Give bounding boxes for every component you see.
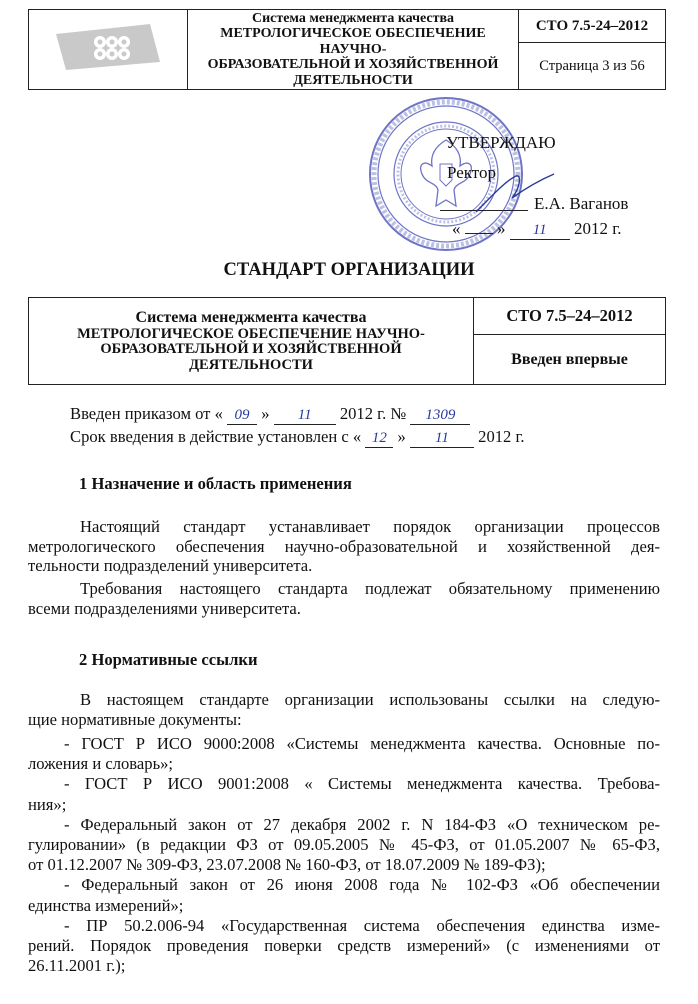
reference-line: ния»;: [28, 794, 67, 814]
standard-title-line3: ОБРАЗОВАТЕЛЬНОЙ И ХОЗЯЙСТВЕННОЙ: [100, 341, 402, 358]
university-logo-icon: [48, 22, 168, 72]
reference-line: - Федеральный закон от 27 декабря 2002 г. N 184-ФЗ «О техническом ре-: [64, 814, 660, 834]
references-list: [28, 734, 660, 976]
header-page-number: Страница 3 из 56: [519, 43, 666, 90]
standard-title-line1: Система менеджмента качества: [135, 308, 367, 326]
header-title-line2: МЕТРОЛОГИЧЕСКОЕ ОБЕСПЕЧЕНИЕ НАУЧНО-: [220, 26, 486, 57]
reference-line: единства измерений»;: [28, 895, 184, 915]
standard-box: [28, 297, 666, 385]
order-month: 11: [274, 407, 336, 425]
reference-line: от 01.12.2007 № 309-ФЗ, 23.07.2008 № 160-ФЗ, от 18.07.2009 № 189-ФЗ);: [28, 855, 546, 875]
approval-day-blank: [465, 216, 493, 234]
standard-title: [29, 298, 474, 385]
term-prefix: Срок введения в действие установлен с «: [70, 427, 362, 446]
standard-title-line4: ДЕЯТЕЛЬНОСТИ: [189, 356, 313, 373]
section1-paragraph1: [28, 517, 660, 576]
term-month: 11: [410, 430, 474, 448]
logo-cell: [29, 10, 188, 90]
standard-code: СТО 7.5–24–2012: [474, 298, 666, 335]
section1-p1-line1: Настоящий стандарт устанавливает порядок организации процессов: [80, 517, 660, 536]
top-header-table: [28, 9, 666, 90]
header-title: [188, 10, 519, 90]
section2-intro-line1: В настоящем стандарте организации использованы ссылки на следую-: [80, 690, 660, 709]
reference-item: [28, 815, 660, 876]
approval-date-open: «: [452, 219, 461, 238]
section1-p2-line2: всеми подразделениями университета.: [28, 598, 301, 618]
order-number: 1309: [410, 407, 470, 425]
section1-p1-line3: тельности подразделений университета.: [28, 556, 313, 575]
order-prefix: Введен приказом от «: [70, 404, 223, 423]
section1-p1-line2: метрологического обеспечения научно-образовательной и хозяйственной дея-: [28, 536, 660, 556]
section2-heading: 2 Нормативные ссылки: [79, 650, 258, 669]
reference-item: [28, 774, 660, 814]
term-mid: »: [397, 427, 406, 446]
term-line: [70, 427, 525, 448]
section2-intro-line2: щие нормативные документы:: [28, 709, 242, 729]
header-title-line3: ОБРАЗОВАТЕЛЬНОЙ И ХОЗЯЙСТВЕННОЙ: [207, 57, 499, 73]
order-line: [70, 404, 470, 425]
approval-date: [452, 216, 622, 240]
reference-line: 26.11.2001 г.);: [28, 956, 126, 976]
order-day: 09: [227, 407, 257, 425]
document-title: СТАНДАРТ ОРГАНИЗАЦИИ: [223, 260, 475, 280]
reference-line: - ГОСТ Р ИСО 9001:2008 « Системы менеджмента качества. Требова-: [64, 774, 660, 794]
section1-heading: 1 Назначение и область применения: [79, 474, 352, 493]
section1-paragraph2: [28, 579, 660, 618]
order-year: 2012 г. №: [339, 404, 407, 423]
reference-item: [28, 734, 660, 774]
reference-line: - ПР 50.2.006-94 «Государственная система обеспечения единства изме-: [64, 915, 660, 935]
reference-item: [28, 916, 660, 977]
approval-position: Ректор: [447, 163, 497, 182]
reference-line: - Федеральный закон от 26 июня 2008 года № 102-ФЗ «Об обеспечении: [64, 875, 660, 895]
term-year: 2012 г.: [478, 427, 525, 446]
header-title-line4: ДЕЯТЕЛЬНОСТИ: [293, 72, 413, 88]
header-code: СТО 7.5-24–2012: [519, 10, 666, 43]
approval-year: 2012 г.: [574, 219, 622, 238]
reference-line: ложения и словарь»;: [28, 754, 174, 774]
approval-label: УТВЕРЖДАЮ: [446, 133, 556, 152]
approval-month: 11: [510, 222, 570, 240]
approval-name: Е.А. Ваганов: [534, 194, 629, 213]
reference-line: рений. Порядок проведения поверки средств измерений» (с изменениями от: [28, 936, 660, 956]
header-title-line1: Система менеджмента качества: [251, 10, 455, 26]
standard-title-line2: МЕТРОЛОГИЧЕСКОЕ ОБЕСПЕЧЕНИЕ НАУЧНО-: [77, 325, 425, 342]
standard-status: Введен впервые: [474, 335, 666, 385]
reference-item: [28, 875, 660, 915]
order-mid: »: [261, 404, 270, 423]
reference-line: - ГОСТ Р ИСО 9000:2008 «Системы менеджмента качества. Основные по-: [64, 734, 660, 753]
section2-intro: [28, 690, 660, 729]
approval-date-close: »: [497, 219, 506, 238]
section1-p2-line1: Требования настоящего стандарта подлежат обязательному применению: [80, 579, 660, 598]
reference-line: гулировании» (в редакции ФЗ от 09.05.2005 № 45-ФЗ, от 01.05.2007 № 65-ФЗ,: [28, 835, 660, 855]
term-day: 12: [365, 430, 393, 448]
